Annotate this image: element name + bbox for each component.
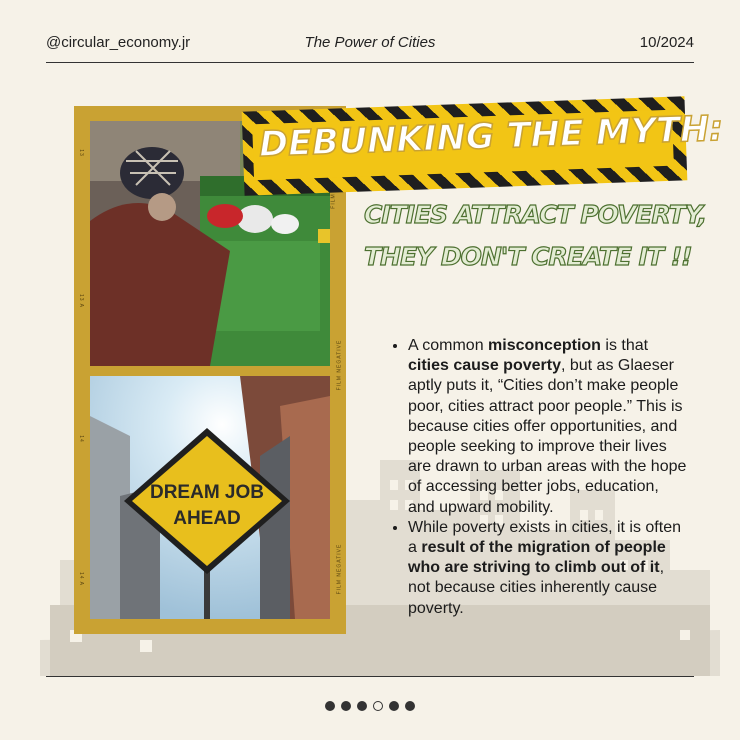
film-label: FILM NEGATIVE — [336, 543, 343, 595]
post-date: 10/2024 — [639, 34, 694, 51]
bullet-item — [408, 518, 688, 619]
film-frame-number: 14 — [77, 435, 84, 443]
page-dot-current[interactable] — [373, 701, 383, 711]
pagination-dots — [0, 698, 740, 716]
banner-headline: DEBUNKING THE MYTH: — [258, 108, 724, 166]
bullet-item — [408, 336, 688, 518]
top-divider — [46, 62, 694, 63]
page-dot[interactable] — [357, 701, 367, 711]
film-label: FILM NEGATIVE — [336, 339, 343, 391]
emphasis-run: cities cause poverty — [408, 357, 561, 375]
hazard-banner — [243, 104, 724, 188]
emphasis-run: misconception — [488, 337, 601, 354]
header — [46, 30, 694, 54]
text-run: , but as Glaeser aptly puts it, “Cities don’t make people poor, cities attract poor people.” This is because cities offer opportunities, and people seeking to improve their lives are drawn to urban areas with the hope of accessing better jobs, education, and upward mobility. — [408, 357, 687, 516]
series-title: The Power of Cities — [304, 34, 436, 51]
sign-text-line-2: AHEAD — [173, 508, 241, 529]
film-frame-number: 13 A — [78, 293, 85, 309]
text-run: is that — [600, 337, 649, 354]
bullet-list — [388, 336, 688, 619]
subtitle-line-1: CITIES ATTRACT POVERTY, — [364, 200, 707, 229]
text-run: A common — [408, 337, 489, 354]
emphasis-run: result of the migration of people who are striving to climb out of it — [408, 539, 666, 577]
text-run: While poverty exists in cities, it is often a — [408, 518, 681, 557]
page-dot[interactable] — [405, 701, 415, 711]
text-run: , not because cities inherently cause poverty. — [408, 559, 665, 617]
myth-subtitle — [364, 194, 714, 278]
dream-job-sign-photo — [90, 376, 330, 619]
account-handle[interactable]: @circular_economy.jr — [46, 34, 191, 51]
page-dot[interactable] — [341, 701, 351, 711]
page-dot[interactable] — [325, 701, 335, 711]
page-dot[interactable] — [389, 701, 399, 711]
subtitle-line-2: THEY DON'T CREATE IT !! — [364, 242, 692, 271]
film-frame-number: 14 A — [78, 571, 85, 587]
bottom-divider — [46, 676, 694, 677]
body-text — [388, 336, 688, 619]
sign-text-line-1: DREAM JOB — [149, 482, 265, 503]
film-frame-number: 13 — [77, 149, 84, 157]
film-label: FILM — [330, 193, 337, 209]
